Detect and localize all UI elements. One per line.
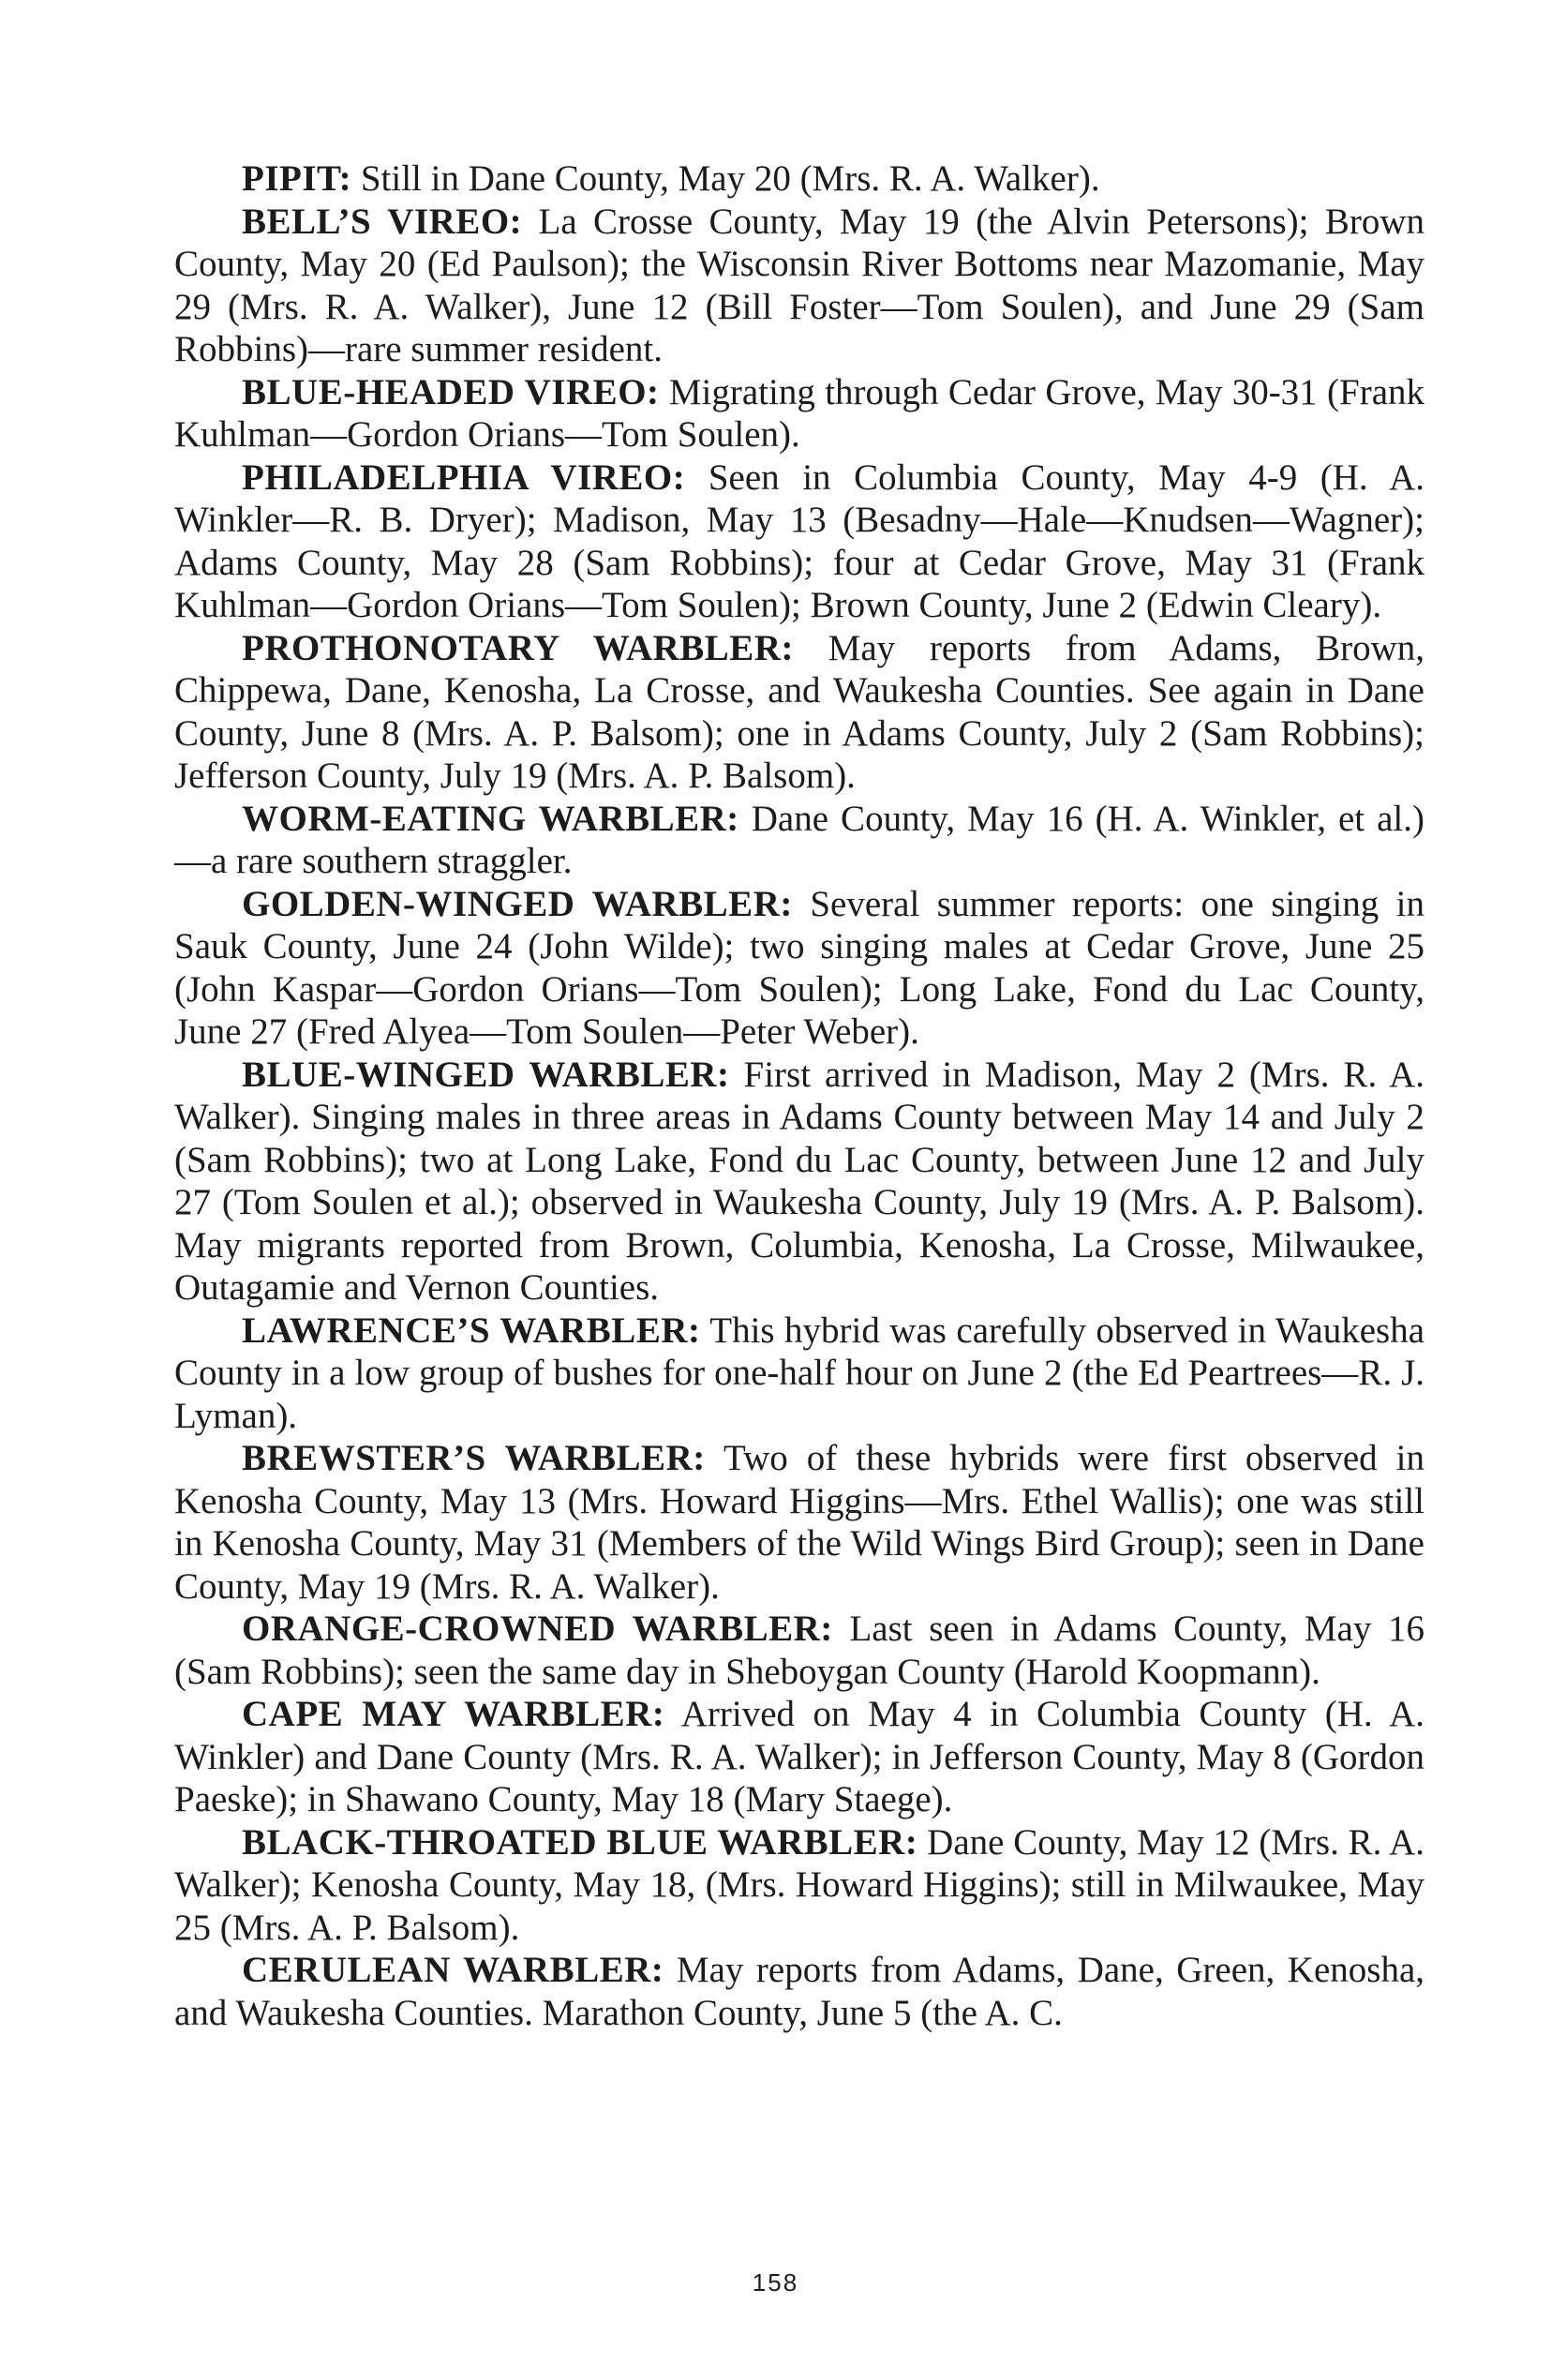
entry-orange-crowned-warbler <box>174 1608 1424 1693</box>
entry-text: Two of these hybrids were first observed in Kenosha County, May 13 (Mrs. Howard Higgins—Mrs. Ethel Wallis); one was still in Kenosha County, May 31 (Members of the Wild Wings Bird Group); seen in Dane County, May 19 (Mrs. R. A. Walker). <box>174 1438 1424 1607</box>
species-name: ORANGE-CROWNED WARBLER: <box>242 1609 833 1649</box>
species-name: BLUE-WINGED WARBLER: <box>242 1054 730 1095</box>
entry-text: First arrived in Madison, May 2 (Mrs. R. A. Walker). Singing males in three areas in Adams County between May 14 and July 2 (Sam Robbins); two at Long Lake, Fond du Lac County, between June 12 and July 27 (Tom Soulen et al.); observed in Waukesha County, July 19 (Mrs. A. P. Balsom). May migrants reported from Brown, Columbia, Kenosha, La Crosse, Milwaukee, Outagamie and Vernon Counties. <box>174 1054 1424 1308</box>
entry-text: May reports from Adams, Dane, Green, Kenosha, and Waukesha Counties. Marathon County, June 5 (the A. C. <box>174 1950 1425 2033</box>
entry-bells-vireo <box>174 201 1424 371</box>
entry-golden-winged-warbler <box>174 883 1424 1054</box>
entry-lawrences-warbler <box>174 1310 1424 1438</box>
page-number: 158 <box>752 2268 799 2297</box>
entry-text: Arrived on May 4 in Columbia County (H. A. Winkler) and Dane County (Mrs. R. A. Walker); in Jefferson County, May 8 (Gordon Paeske); in Shawano County, May 18 (Mary Staege). <box>174 1694 1424 1819</box>
species-name: WORM-EATING WARBLER: <box>242 798 739 839</box>
species-name: CERULEAN WARBLER: <box>242 1950 664 1990</box>
entry-blue-winged-warbler <box>174 1054 1424 1310</box>
species-name: CAPE MAY WARBLER: <box>242 1694 665 1734</box>
species-name: BLUE-HEADED VIREO: <box>242 371 660 412</box>
entry-cerulean-warbler <box>174 1949 1424 2034</box>
entry-text: Migrating through Cedar Grove, May 30-31 (Frank Kuhlman—Gordon Orians—Tom Soulen). <box>174 371 1424 455</box>
species-name: LAWRENCE’S WARBLER: <box>242 1310 701 1351</box>
entry-blue-headed-vireo <box>174 371 1424 457</box>
entry-text: Still in Dane County, May 20 (Mrs. R. A. Walker). <box>360 158 1100 199</box>
entry-brewsters-warbler <box>174 1437 1424 1608</box>
species-name: BREWSTER’S WARBLER: <box>242 1438 706 1478</box>
species-name: PHILADELPHIA VIREO: <box>242 457 686 498</box>
entry-text: Dane County, May 12 (Mrs. R. A. Walker); Kenosha County, May 18, (Mrs. Howard Higgins); still in Milwaukee, May 25 (Mrs. A. P. Balsom). <box>174 1821 1425 1948</box>
entry-text: This hybrid was carefully observed in Waukesha County in a low group of bushes for one-half hour on June 2 (the Ed Peartrees—R. J. Lyman). <box>174 1310 1425 1436</box>
entry-prothonotary-warbler <box>174 627 1424 798</box>
species-name: BELL’S VIREO: <box>242 201 523 242</box>
entry-black-throated-blue-warbler <box>174 1821 1424 1950</box>
species-name: PROTHONOTARY WARBLER: <box>242 627 794 668</box>
body-text <box>174 157 1424 2034</box>
entry-text: Last seen in Adams County, May 16 (Sam Robbins); seen the same day in Sheboygan County (Harold Koopmann). <box>174 1609 1425 1692</box>
entry-cape-may-warbler <box>174 1693 1424 1821</box>
entry-philadelphia-vireo <box>174 457 1424 627</box>
entry-worm-eating-warbler <box>174 798 1424 883</box>
entry-text: May reports from Adams, Brown, Chippewa, Dane, Kenosha, La Crosse, and Waukesha Counties. See again in Dane County, June 8 (Mrs. A. P. Balsom); one in Adams County, July 2 (Sam Robbins); Jefferson County, July 19 (Mrs. A. P. Balsom). <box>174 627 1424 796</box>
entry-text: Seen in Columbia County, May 4-9 (H. A. Winkler—R. B. Dryer); Madison, May 13 (Besadny—Hale—Knudsen—Wagner); Adams County, May 28 (Sam Robbins); four at Cedar Grove, May 31 (Frank Kuhlman—Gordon Orians—Tom Soulen); Brown County, June 2 (Edwin Cleary). <box>174 457 1424 625</box>
species-name: GOLDEN-WINGED WARBLER: <box>242 883 793 924</box>
entry-pipit <box>174 157 1424 201</box>
species-name: BLACK-THROATED BLUE WARBLER: <box>242 1821 918 1863</box>
entry-text: Several summer reports: one singing in Sauk County, June 24 (John Wilde); two singing males at Cedar Grove, June 25 (John Kaspar—Gordon Orians—Tom Soulen); Long Lake, Fond du Lac County, June 27 (Fred Alyea—Tom Soulen—Peter Weber). <box>174 883 1425 1052</box>
species-name: PIPIT: <box>242 158 352 199</box>
entry-text: La Crosse County, May 19 (the Alvin Petersons); Brown County, May 20 (Ed Paulson); the Wisconsin River Bottoms near Mazomanie, May 29 (Mrs. R. A. Walker), June 12 (Bill Foster—Tom Soulen), and June 29 (Sam Robbins)—rare summer resident. <box>174 201 1424 369</box>
entry-text: Dane County, May 16 (H. A. Winkler, et al.)—a rare southern straggler. <box>174 798 1424 881</box>
